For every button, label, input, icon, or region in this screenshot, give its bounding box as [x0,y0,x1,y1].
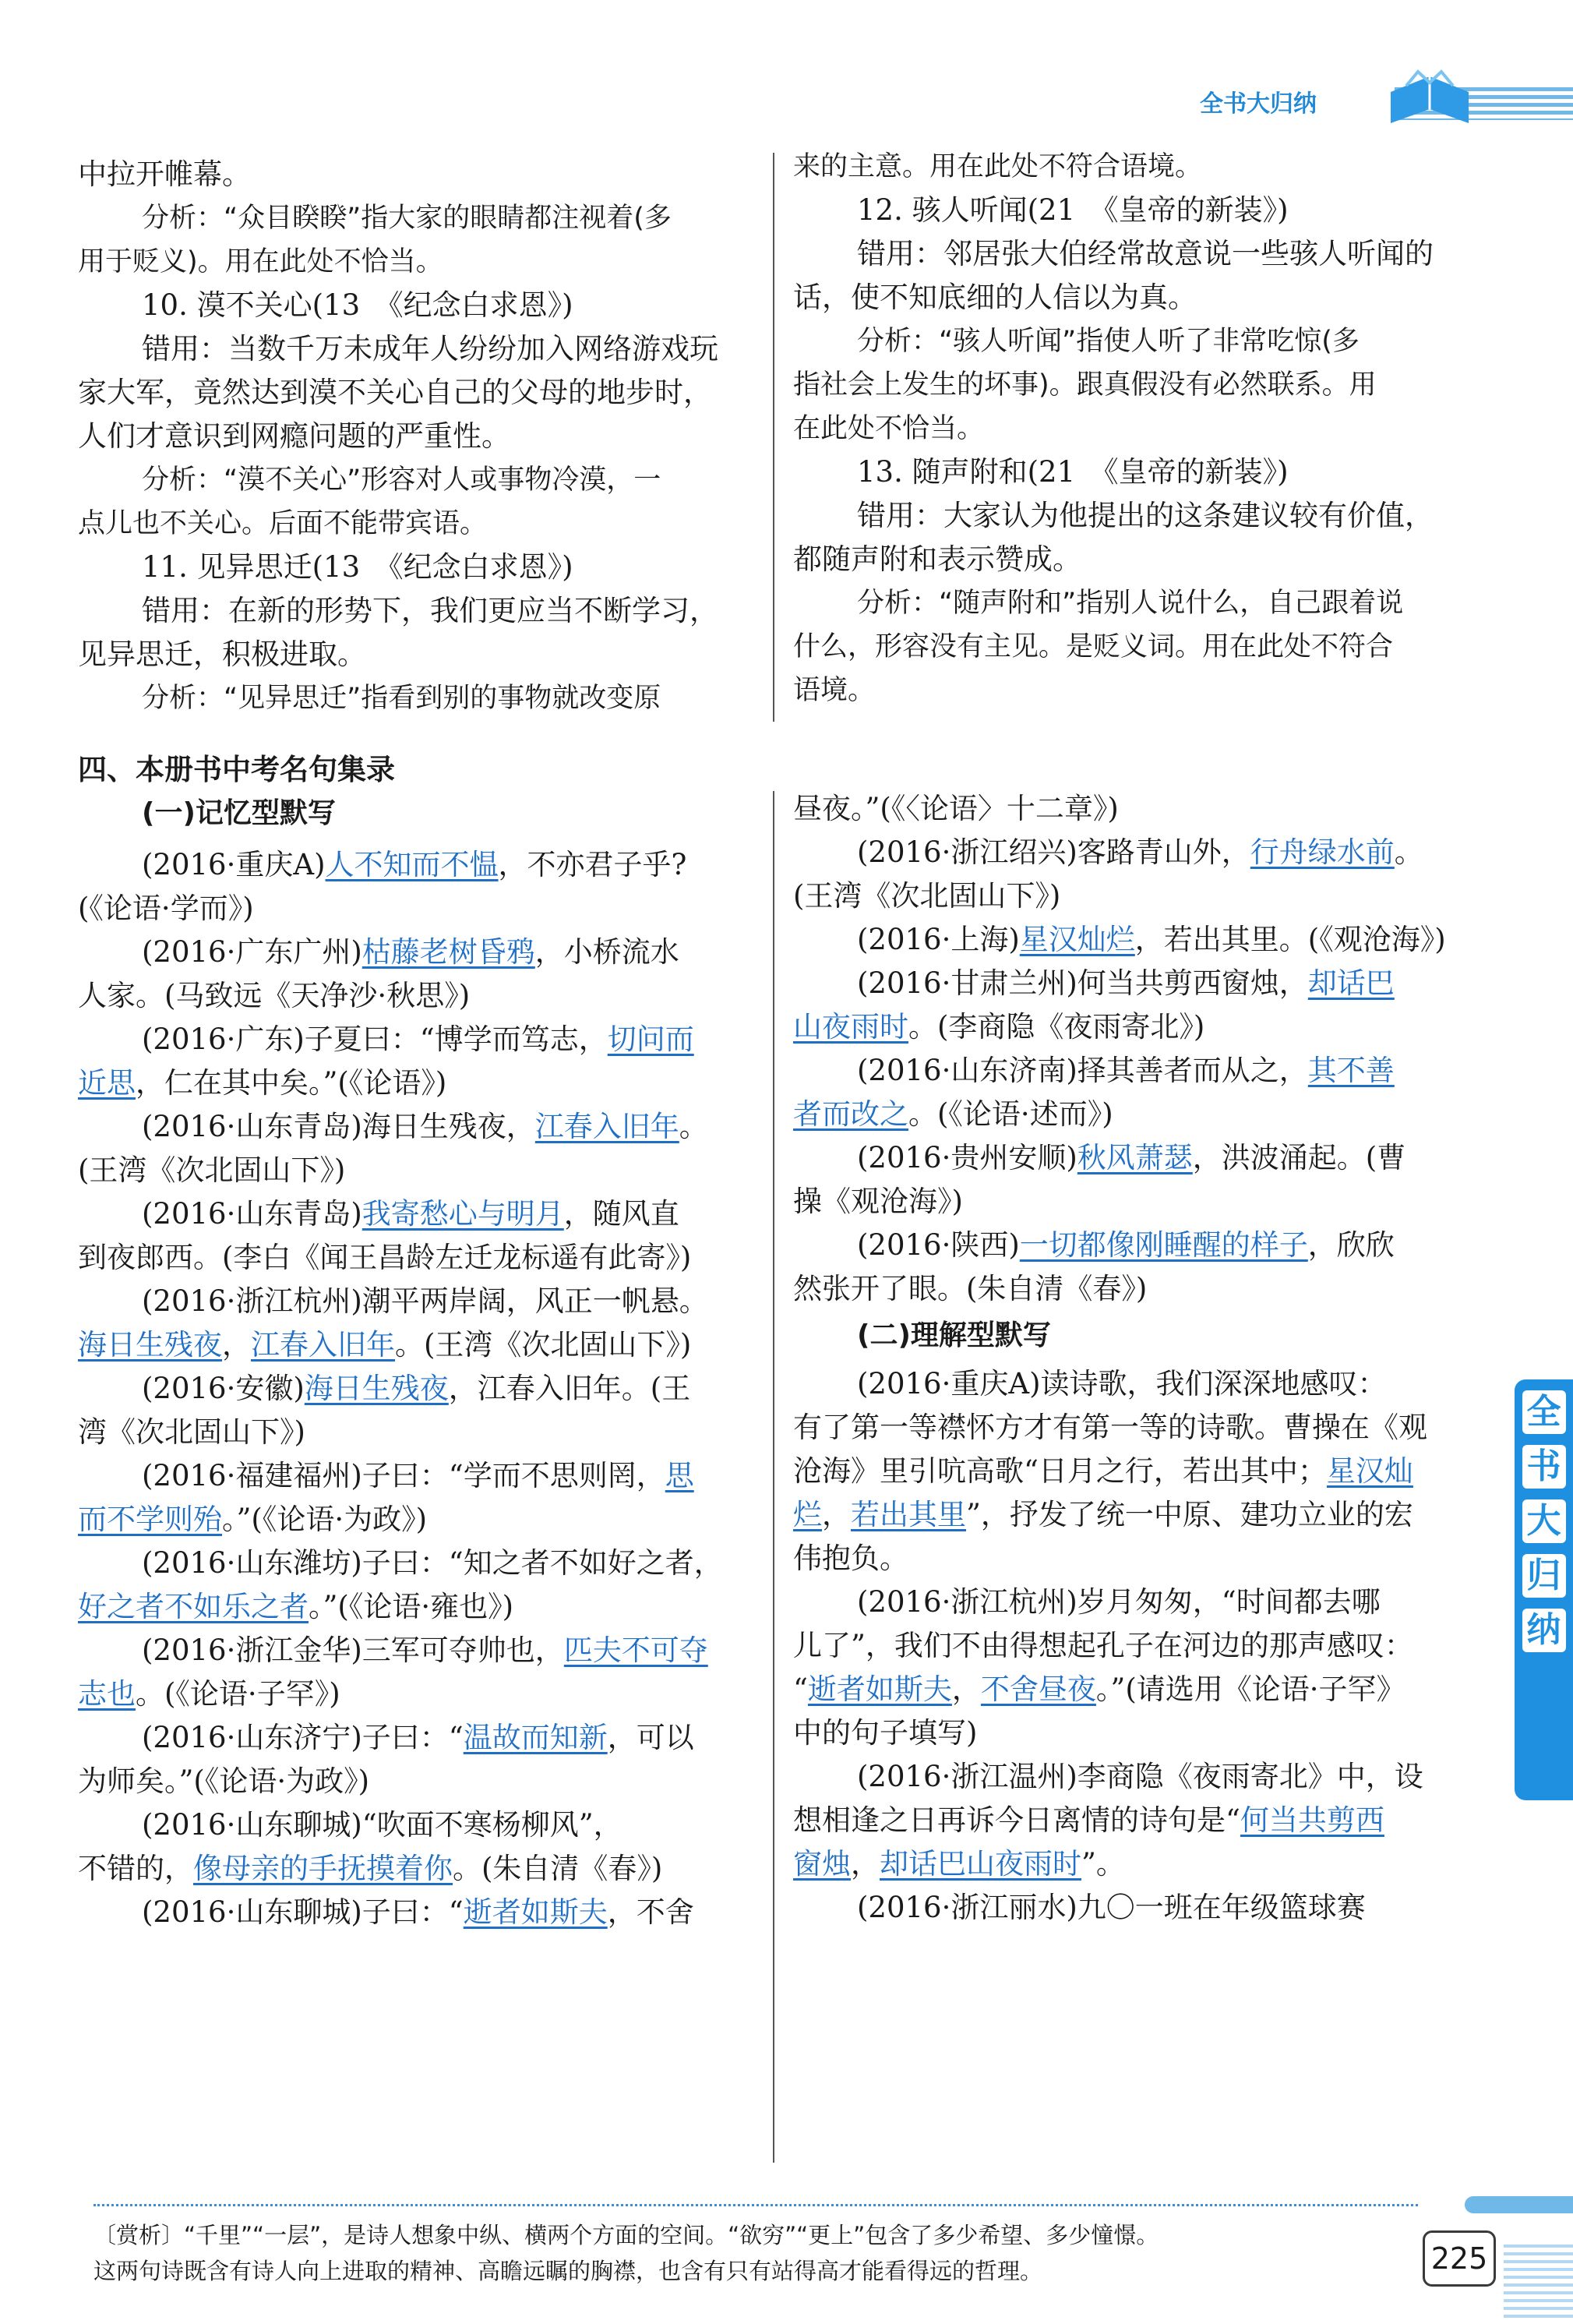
answer-text: 思 [665,1459,694,1492]
line-text: 错用：邻居张大伯经常故意说一些骇人听闻的 [857,237,1434,270]
line-text: 分析：“见异思迁”指看到别的事物就改变原 [142,683,661,714]
understanding-quotes-list [793,1362,1494,1930]
line-text: ”，抒发了统一中原、建功立业的宏 [966,1498,1413,1531]
text-line [78,153,756,196]
answer-text: 烂 [793,1498,822,1531]
text-line [793,1450,1494,1493]
quotes-column-right [793,787,1494,1930]
answer-text: 何当共剪西 [1240,1803,1384,1837]
text-line [78,1192,764,1236]
answer-text: 行舟绿水前 [1250,835,1395,869]
line-text: 人们才意识到网瘾问题的严重性。 [78,419,510,453]
text-line [793,450,1494,494]
answer-text: 枯藤老树昏鸦 [362,935,535,969]
line-text: (2016·广东广州) [142,935,362,969]
text-line [793,1711,1494,1755]
line-text: 错用：大家认为他提出的这条建议较有价值， [857,499,1434,532]
answer-text: 不舍昼夜 [980,1672,1096,1706]
text-line [793,1886,1494,1930]
footer-dotted-rule [93,2204,1418,2206]
text-line [793,1180,1494,1224]
text-line [78,1367,764,1411]
answer-text: 海日生残夜 [78,1328,222,1362]
footer-stripes [1504,2245,1573,2322]
side-tab-char: 书 [1522,1445,1566,1489]
line-text: (2016·重庆A)读诗歌，我们深深地感叹： [857,1367,1387,1400]
answer-text: 像母亲的手抚摸着你 [193,1852,453,1885]
answer-text: 匹夫不可夺 [563,1634,708,1667]
footer-bar [1465,2196,1573,2213]
answer-text: 海日生残夜 [304,1372,449,1405]
text-line [78,415,756,458]
line-text: (2016·山东潍坊)子曰：“知之者不如好之者， [142,1546,723,1580]
line-text: 。(《论语·子罕》) [136,1677,340,1711]
text-line [78,1061,764,1105]
text-line [78,1105,764,1149]
line-text: 错用：当数千万未成年人纷纷加入网络游戏玩 [142,332,718,366]
line-text: 伟抱负。 [793,1542,908,1575]
quotes-column-left [78,748,764,1934]
text-line [793,669,1494,712]
text-line [793,320,1494,363]
text-line [793,1093,1494,1136]
line-text: 到夜郎西。(李白《闻王昌龄左迁龙标遥有此寄》) [78,1241,692,1274]
answer-text: 人不知而不愠 [325,848,499,881]
text-line [793,1755,1494,1799]
side-tab-char: 大 [1522,1499,1566,1543]
subsection-understanding: (二)理解型默写 [857,1319,1051,1351]
answer-text: 星汉灿烂 [1019,923,1135,956]
answer-text: 切问而 [607,1022,694,1056]
memory-quotes-list-continued [793,787,1494,1311]
answer-text: 好之者不如乐之者 [78,1590,309,1623]
text-line [793,1799,1494,1842]
line-text: 10. 漠不关心(13 《纪念白求恩》) [142,288,573,322]
text-line [78,1672,764,1716]
text-line [793,918,1494,962]
text-line [78,1891,764,1934]
line-text: (2016·浙江杭州)岁月匆匆，“时间都去哪 [857,1585,1381,1619]
line-text: 分析：“骇人听闻”指使人听了非常吃惊(多 [857,326,1360,357]
text-line [78,1323,764,1367]
side-tab [1515,1379,1573,1800]
line-text: 11. 见异思迁(13 《纪念白求恩》) [142,550,573,584]
column-divider-top [773,153,774,722]
answer-text: 星汉灿 [1326,1454,1413,1488]
analysis-column-right [793,145,1494,712]
line-text: 分析：“众目睽睽”指大家的眼睛都注视着(多 [142,203,672,234]
answer-text: 江春入旧年 [251,1328,395,1362]
answer-text: 窗烛 [793,1847,851,1881]
text-line [793,831,1494,874]
text-line [78,371,756,415]
line-text: 分析：“漠不关心”形容对人或事物冷漠，一 [142,464,661,496]
line-text: ，小桥流水 [534,935,679,969]
line-text: 点儿也不关心。后面不能带宾语。 [78,508,488,539]
answer-text: 近思 [78,1066,136,1100]
text-line [793,962,1494,1005]
text-line [78,1847,764,1891]
line-text: 。”(《论语·为政》) [222,1503,428,1536]
line-text: (2016·上海) [857,923,1020,956]
text-line [793,189,1494,232]
text-line [78,887,764,931]
line-text: ，不舍 [607,1895,694,1929]
text-line [793,1842,1494,1886]
line-text: (2016·重庆A) [142,848,326,881]
text-line [793,1406,1494,1450]
side-tab-char: 纳 [1522,1609,1566,1652]
line-text: (2016·安徽) [142,1372,305,1405]
line-text: 13. 随声附和(21 《皇帝的新装》) [857,455,1289,489]
line-text: 。(《论语·述而》) [908,1097,1113,1131]
line-text: ，江春入旧年。(王 [448,1372,691,1405]
text-line [793,1668,1494,1711]
line-text: 。 [679,1110,708,1143]
line-text: (2016·甘肃兰州)何当共剪西窗烛， [857,966,1308,1000]
line-text: (2016·山东济宁)子曰：“ [142,1721,464,1754]
line-text: 。 [1394,835,1423,869]
text-line [793,145,1494,189]
line-text: 想相逢之日再诉今日离情的诗句是“ [793,1803,1240,1837]
text-line [78,1018,764,1061]
line-text: ， [851,1847,880,1881]
line-text: 为师矣。”(《论语·为政》) [78,1764,370,1798]
line-text: 不错的， [78,1852,193,1885]
line-text: 。”(请选用《论语·子罕》 [1095,1672,1405,1706]
text-line [78,1149,764,1192]
text-line [793,538,1494,581]
text-line [793,276,1494,320]
answer-text: 江春入旧年 [534,1110,679,1143]
answer-text: 逝者如斯夫 [463,1895,608,1929]
line-text: 。(王湾《次北固山下》) [395,1328,692,1362]
line-text: ， [951,1672,981,1706]
section-title: 四、本册书中考名句集录 [78,753,395,786]
line-text: (2016·浙江杭州)潮平两岸阔，风正一帆悬。 [142,1284,708,1318]
column-divider-bottom [773,791,774,2163]
text-line [78,589,756,633]
text-line [78,1760,764,1803]
line-text: (2016·山东济南)择其善者而从之， [857,1054,1308,1087]
answer-text: 若出其里 [851,1498,966,1531]
line-text: 用于贬义)。用在此处不恰当。 [78,246,443,277]
answer-text: 者而改之 [793,1097,908,1131]
text-line [78,843,764,887]
text-line [793,494,1494,538]
line-text: ，可以 [607,1721,694,1754]
answer-text: 而不学则殆 [78,1503,222,1536]
memory-quotes-list [78,843,764,1934]
text-line [793,625,1494,669]
text-line [793,1267,1494,1311]
text-line [793,1537,1494,1581]
line-text: 儿了”，我们不由得想起孔子在河边的那声感叹： [793,1629,1413,1662]
line-text: 语境。 [793,675,876,706]
analysis-column-left [78,153,756,720]
answer-text: 志也 [78,1677,136,1711]
answer-text: 其不善 [1307,1054,1395,1087]
answer-text: 一切都像刚睡醒的样子 [1019,1228,1308,1262]
text-line [78,196,756,240]
line-text: (2016·浙江金华)三军可夺帅也， [142,1634,564,1667]
line-text: ，洪波涌起。(曹 [1192,1141,1406,1174]
line-text: ， [822,1498,851,1531]
side-tab-char: 归 [1522,1554,1566,1598]
text-line [78,1411,764,1454]
text-line [793,1005,1494,1049]
line-text: 来的主意。用在此处不符合语境。 [793,151,1203,182]
line-text: (2016·浙江温州)李商隐《夜雨寄北》中，设 [857,1760,1423,1793]
line-text: 见异思迁，积极进取。 [78,638,366,671]
line-text: ，随风直 [563,1197,679,1231]
text-line [78,1542,764,1585]
line-text: ， [222,1328,251,1362]
text-line [78,1629,764,1672]
answer-text: 却话巴山夜雨时 [880,1847,1081,1881]
line-text: 操《观沧海》) [793,1185,963,1218]
text-line [793,581,1494,625]
text-line [78,546,756,589]
line-text: 然张开了眼。(朱自清《春》) [793,1272,1148,1305]
line-text: 什么，形容没有主见。是贬义词。用在此处不符合 [793,631,1394,662]
book-icon [1383,61,1476,131]
text-line [78,502,756,546]
side-tab-char: 全 [1522,1390,1566,1434]
line-text: 话，使不知底细的人信以为真。 [793,281,1197,314]
page-number: 225 [1423,2230,1496,2287]
line-text: 指社会上发生的坏事)。跟真假没有必然联系。用 [793,369,1377,401]
answer-text: 山夜雨时 [793,1010,908,1044]
line-text: 人家。(马致远《天净沙·秋思》) [78,979,471,1012]
text-line [78,240,756,284]
line-text: 湾《次北固山下》) [78,1415,305,1449]
line-text: 。(朱自清《春》) [453,1852,663,1885]
footnote-line-2: 这两句诗既含有诗人向上进取的精神、高瞻远瞩的胸襟，也含有只有站得高才能看得远的哲理。 [93,2258,1043,2284]
line-text: ”。 [1081,1847,1125,1881]
answer-text: 秋风萧瑟 [1077,1141,1193,1174]
subsection-memory: (一)记忆型默写 [142,797,336,829]
line-text: ，若出其里。(《观沧海》) [1134,923,1446,956]
running-header: 全书大归纳 [1200,90,1317,118]
line-text: ，仁在其中矣。”(《论语》) [136,1066,447,1100]
line-text: (2016·福建福州)子曰：“学而不思则罔， [142,1459,665,1492]
footnote-line-1: 〔赏析〕“千里”“一层”，是诗人想象中纵、横两个方面的空间。“欲穷”“更上”包含了多少希望、多少憧憬。 [93,2222,1159,2248]
line-text: 分析：“随声附和”指别人说什么，自己跟着说 [857,588,1404,619]
text-line [78,1585,764,1629]
line-text: (2016·山东青岛)海日生残夜， [142,1110,535,1143]
text-line [78,458,756,502]
text-line [793,874,1494,918]
line-text: “ [793,1672,808,1706]
footnote [93,2217,1418,2289]
text-line [78,931,764,974]
line-text: (2016·浙江绍兴)客路青山外， [857,835,1250,869]
line-text: 都随声附和表示赞成。 [793,542,1081,576]
text-line [793,363,1494,407]
line-text: 。(李商隐《夜雨寄北》) [908,1010,1205,1044]
line-text: 中的句子填写) [793,1716,978,1750]
text-line [793,1624,1494,1668]
line-text: 12. 骇人听闻(21 《皇帝的新装》) [857,193,1289,227]
text-line [78,1803,764,1847]
line-text: (2016·广东)子夏曰：“博学而笃志， [142,1022,608,1056]
line-text: (2016·陕西) [857,1228,1020,1262]
text-line [793,1136,1494,1180]
line-text: 中拉开帷幕。 [78,157,251,191]
text-line [78,1236,764,1280]
text-line [78,974,764,1018]
line-text: 错用：在新的形势下，我们更应当不断学习， [142,594,718,627]
line-text: (《论语·学而》) [78,892,254,925]
line-text: (王湾《次北固山下》) [78,1153,346,1187]
answer-text: 温故而知新 [463,1721,608,1754]
text-line [78,676,756,720]
text-line [78,284,756,327]
text-line [78,327,756,371]
line-text: 在此处不恰当。 [793,413,985,444]
text-line [78,1454,764,1498]
line-text: (2016·浙江丽水)九〇一班在年级篮球赛 [857,1891,1366,1924]
text-line [78,1498,764,1542]
text-line [78,1280,764,1323]
answer-text: 逝者如斯夫 [807,1672,952,1706]
line-text: 。”(《论语·雍也》) [309,1590,514,1623]
line-text: (2016·山东聊城)“吹面不寒杨柳风”， [142,1808,622,1842]
line-text: 昼夜。”(《〈论语〉十二章》) [793,792,1119,825]
line-text: (王湾《次北固山下》) [793,879,1061,913]
answer-text: 却话巴 [1307,966,1395,1000]
line-text: (2016·贵州安顺) [857,1141,1077,1174]
text-line [793,232,1494,276]
text-line [78,1716,764,1760]
answer-text: 我寄愁心与明月 [362,1197,564,1231]
line-text: ，欣欣 [1307,1228,1395,1262]
text-line [793,1224,1494,1267]
text-line [78,633,756,676]
text-line [793,787,1494,831]
line-text: 沧海》里引吭高歌“日月之行，若出其中； [793,1454,1327,1488]
line-text: (2016·山东聊城)子曰：“ [142,1895,464,1929]
line-text: ，不亦君子乎? [498,848,687,881]
text-line [793,1362,1494,1406]
text-line [793,407,1494,450]
text-line [793,1493,1494,1537]
line-text: 有了第一等襟怀方才有第一等的诗歌。曹操在《观 [793,1411,1427,1444]
line-text: 家大军，竟然达到漠不关心自己的父母的地步时， [78,376,712,409]
text-line [793,1581,1494,1624]
text-line [793,1049,1494,1093]
line-text: (2016·山东青岛) [142,1197,362,1231]
